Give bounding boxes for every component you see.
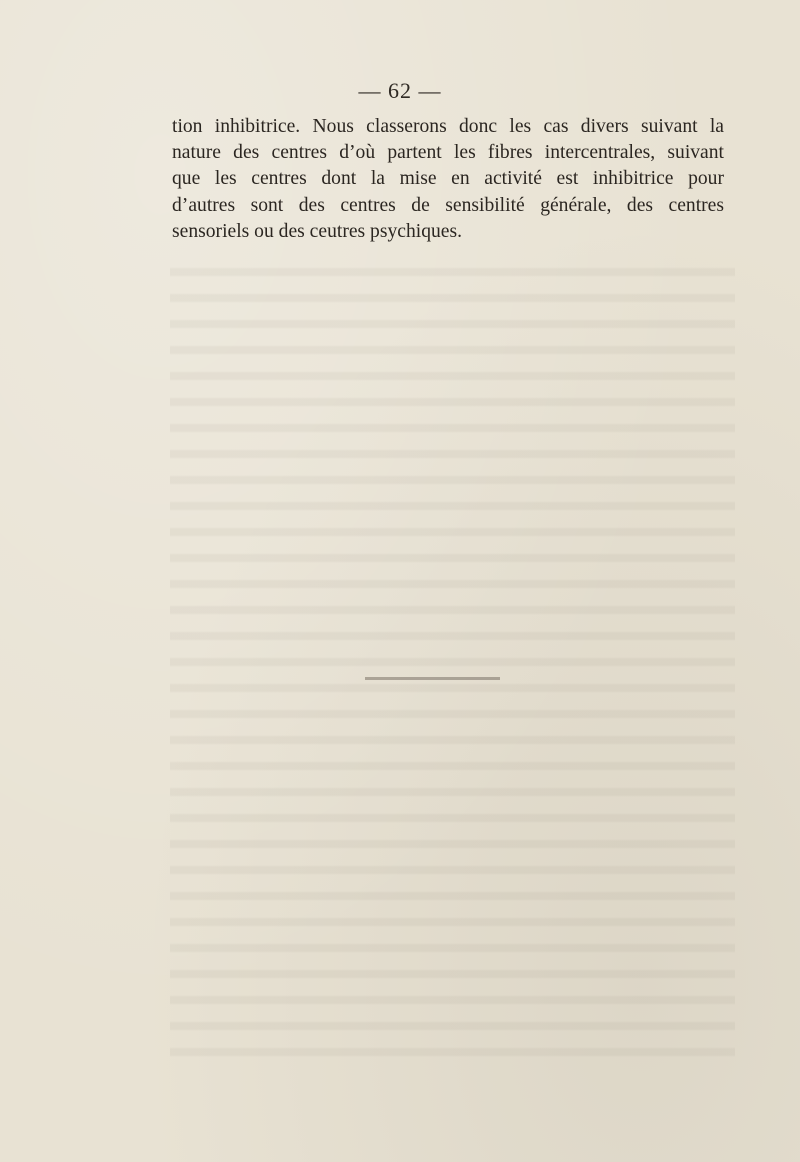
body-paragraph bbox=[172, 114, 724, 245]
text-line: sensoriels ou des ceutres psychiques. bbox=[172, 220, 463, 242]
bleed-through-rule bbox=[365, 677, 500, 680]
page-number: — 62 — bbox=[358, 78, 442, 103]
text-line: d’autres sont des centres de sensibilité générale, des centres bbox=[172, 194, 724, 216]
text-line: que les centres dont la mise en activité est inhibitrice pour bbox=[172, 168, 724, 190]
text-line: nature des centres d’où partent les fibres intercentrales, suivant bbox=[172, 142, 724, 164]
text-line: tion inhibitrice. Nous classerons donc les cas divers suivant la bbox=[172, 116, 724, 137]
bleed-through-texture bbox=[170, 255, 735, 1065]
